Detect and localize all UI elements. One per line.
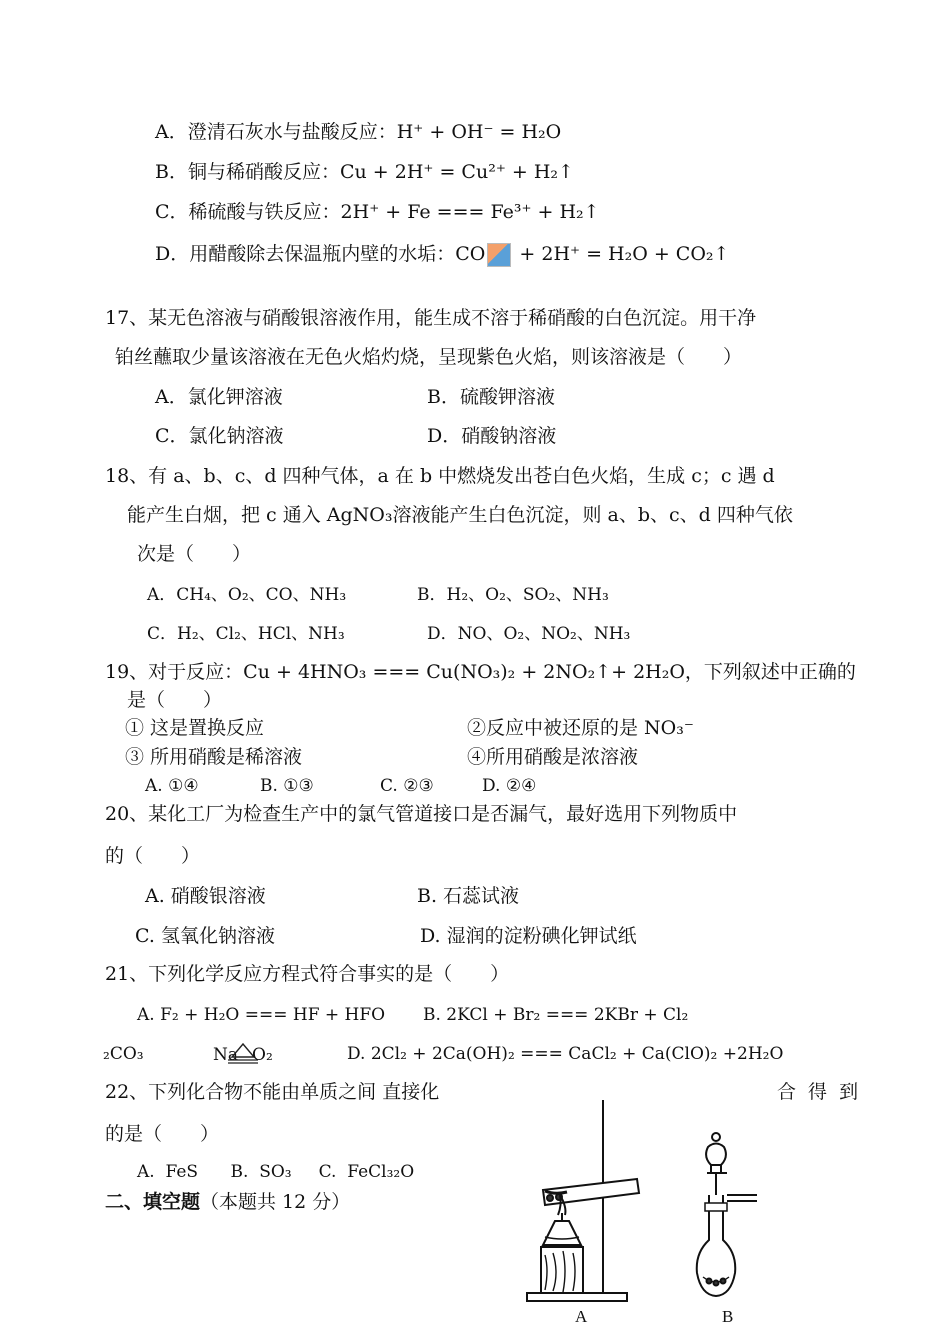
q22-options: A. FeS B. SO₃ C. FeCl₃₂O <box>137 1162 415 1182</box>
q16-option-b: B．铜与稀硝酸反应：Cu + 2H⁺ = Cu²⁺ + H₂↑ <box>155 161 574 183</box>
q19-option-d: D. ②④ <box>482 776 537 796</box>
q18-option-b: B．H₂、O₂、SO₂、NH₃ <box>417 585 609 605</box>
q21-option-c-formula <box>213 1042 273 1067</box>
q21-option-d: D. 2Cl₂ + 2Ca(OH)₂ === CaCl₂ + Ca(ClO)₂ +2H₂O <box>347 1044 784 1064</box>
q20-option-a: A. 硝酸银溶液 <box>145 885 266 907</box>
q17-option-a: A．氯化钾溶液 <box>155 386 283 408</box>
q19-statement-2: ②反应中被还原的是 NO₃⁻ <box>467 717 694 739</box>
q19-statement-3: ③ 所用硝酸是稀溶液 <box>125 746 303 768</box>
q16-option-d-text-start: D．用醋酸除去保温瓶内壁的水垢：CO <box>155 243 486 265</box>
section-note: （本题共 12 分） <box>200 1191 351 1213</box>
section-heading <box>105 1190 350 1214</box>
q20-stem-line2: 的（ ） <box>105 845 201 867</box>
q19-option-c: C. ②③ <box>380 776 434 796</box>
q21-stem: 21、下列化学反应方程式符合事实的是（ ） <box>105 963 510 985</box>
q18-option-d: D．NO、O₂、NO₂、NH₃ <box>427 624 631 644</box>
q17-option-d: D．硝酸钠溶液 <box>427 425 557 447</box>
q22-stem-line2: 的是（ ） <box>105 1123 220 1145</box>
q20-option-d: D. 湿润的淀粉碘化钾试纸 <box>420 925 637 947</box>
q16-option-c: C．稀硫酸与铁反应：2H⁺ + Fe === Fe³⁺ + H₂↑ <box>155 201 600 223</box>
q19-option-a: A. ①④ <box>145 776 199 796</box>
section-title: 二、填空题 <box>105 1191 201 1213</box>
apparatus-figure <box>515 1095 775 1335</box>
q21-option-c-na: Na <box>213 1045 239 1065</box>
q17-stem-line2: 铂丝蘸取少量该溶液在无色火焰灼烧，呈现紫色火焰，则该溶液是（ ） <box>115 346 743 368</box>
q21-option-c-fragment: ₂CO₃ <box>103 1044 144 1064</box>
q19-stem-line2: 是（ ） <box>127 689 223 711</box>
q18-stem-line2: 能产生白烟，把 c 通入 AgNO₃溶液能产生白色沉淀，则 a、b、c、d 四种气依 <box>127 504 793 526</box>
q18-stem-line1: 18、有 a、b、c、d 四种气体，a 在 b 中燃烧发出苍白色火焰，生成 c；c 遇 d <box>105 465 775 487</box>
q16-option-d-text-end: + 2H⁺ = H₂O + CO₂↑ <box>513 243 730 265</box>
q18-option-c: C．H₂、Cl₂、HCl、NH₃ <box>147 624 345 644</box>
apparatus-a-drawing <box>527 1100 639 1301</box>
q19-statement-4: ④所用硝酸是浓溶液 <box>467 746 639 768</box>
q17-stem-line1: 17、某无色溶液与硝酸银溶液作用，能生成不溶于稀硝酸的白色沉淀。用干净 <box>105 307 757 329</box>
q20-option-b: B. 石蕊试液 <box>417 885 520 907</box>
figure-label-b: B <box>722 1307 734 1326</box>
q18-stem-line3: 次是（ ） <box>137 543 252 565</box>
q21-option-c-o2: O₂ <box>252 1045 273 1065</box>
q22-stem-line1-left: 22、下列化合物不能由单质之间 直接化 <box>105 1081 440 1103</box>
q21-option-b: B. 2KCl + Br₂ === 2KBr + Cl₂ <box>423 1005 689 1025</box>
q20-option-c: C. 氢氧化钠溶液 <box>135 925 275 947</box>
q19-statement-1: ① 这是置换反应 <box>125 717 265 739</box>
q18-option-a: A．CH₄、O₂、CO、NH₃ <box>147 585 347 605</box>
q19-stem-line1: 19、对于反应：Cu + 4HNO₃ === Cu(NO₃)₂ + 2NO₂↑+ 2H₂O，下列叙述中正确的 <box>105 661 856 683</box>
apparatus-b-drawing <box>697 1133 757 1296</box>
q19-option-b: B. ①③ <box>260 776 314 796</box>
figure-label-a: A <box>575 1307 588 1326</box>
q20-stem-line1: 20、某化工厂为检查生产中的氯气管道接口是否漏气，最好选用下列物质中 <box>105 803 738 825</box>
q16-option-a: A．澄清石灰水与盐酸反应：H⁺ + OH⁻ = H₂O <box>155 121 562 143</box>
q17-option-b: B．硫酸钾溶液 <box>427 386 555 408</box>
q22-stem-line1-right: 合 得 到 <box>777 1081 862 1103</box>
q16-option-d <box>155 242 729 267</box>
q21-option-a: A. F₂ + H₂O === HF + HFO <box>137 1005 386 1025</box>
q17-option-c: C．氯化钠溶液 <box>155 425 284 447</box>
broken-image-icon <box>487 243 511 267</box>
